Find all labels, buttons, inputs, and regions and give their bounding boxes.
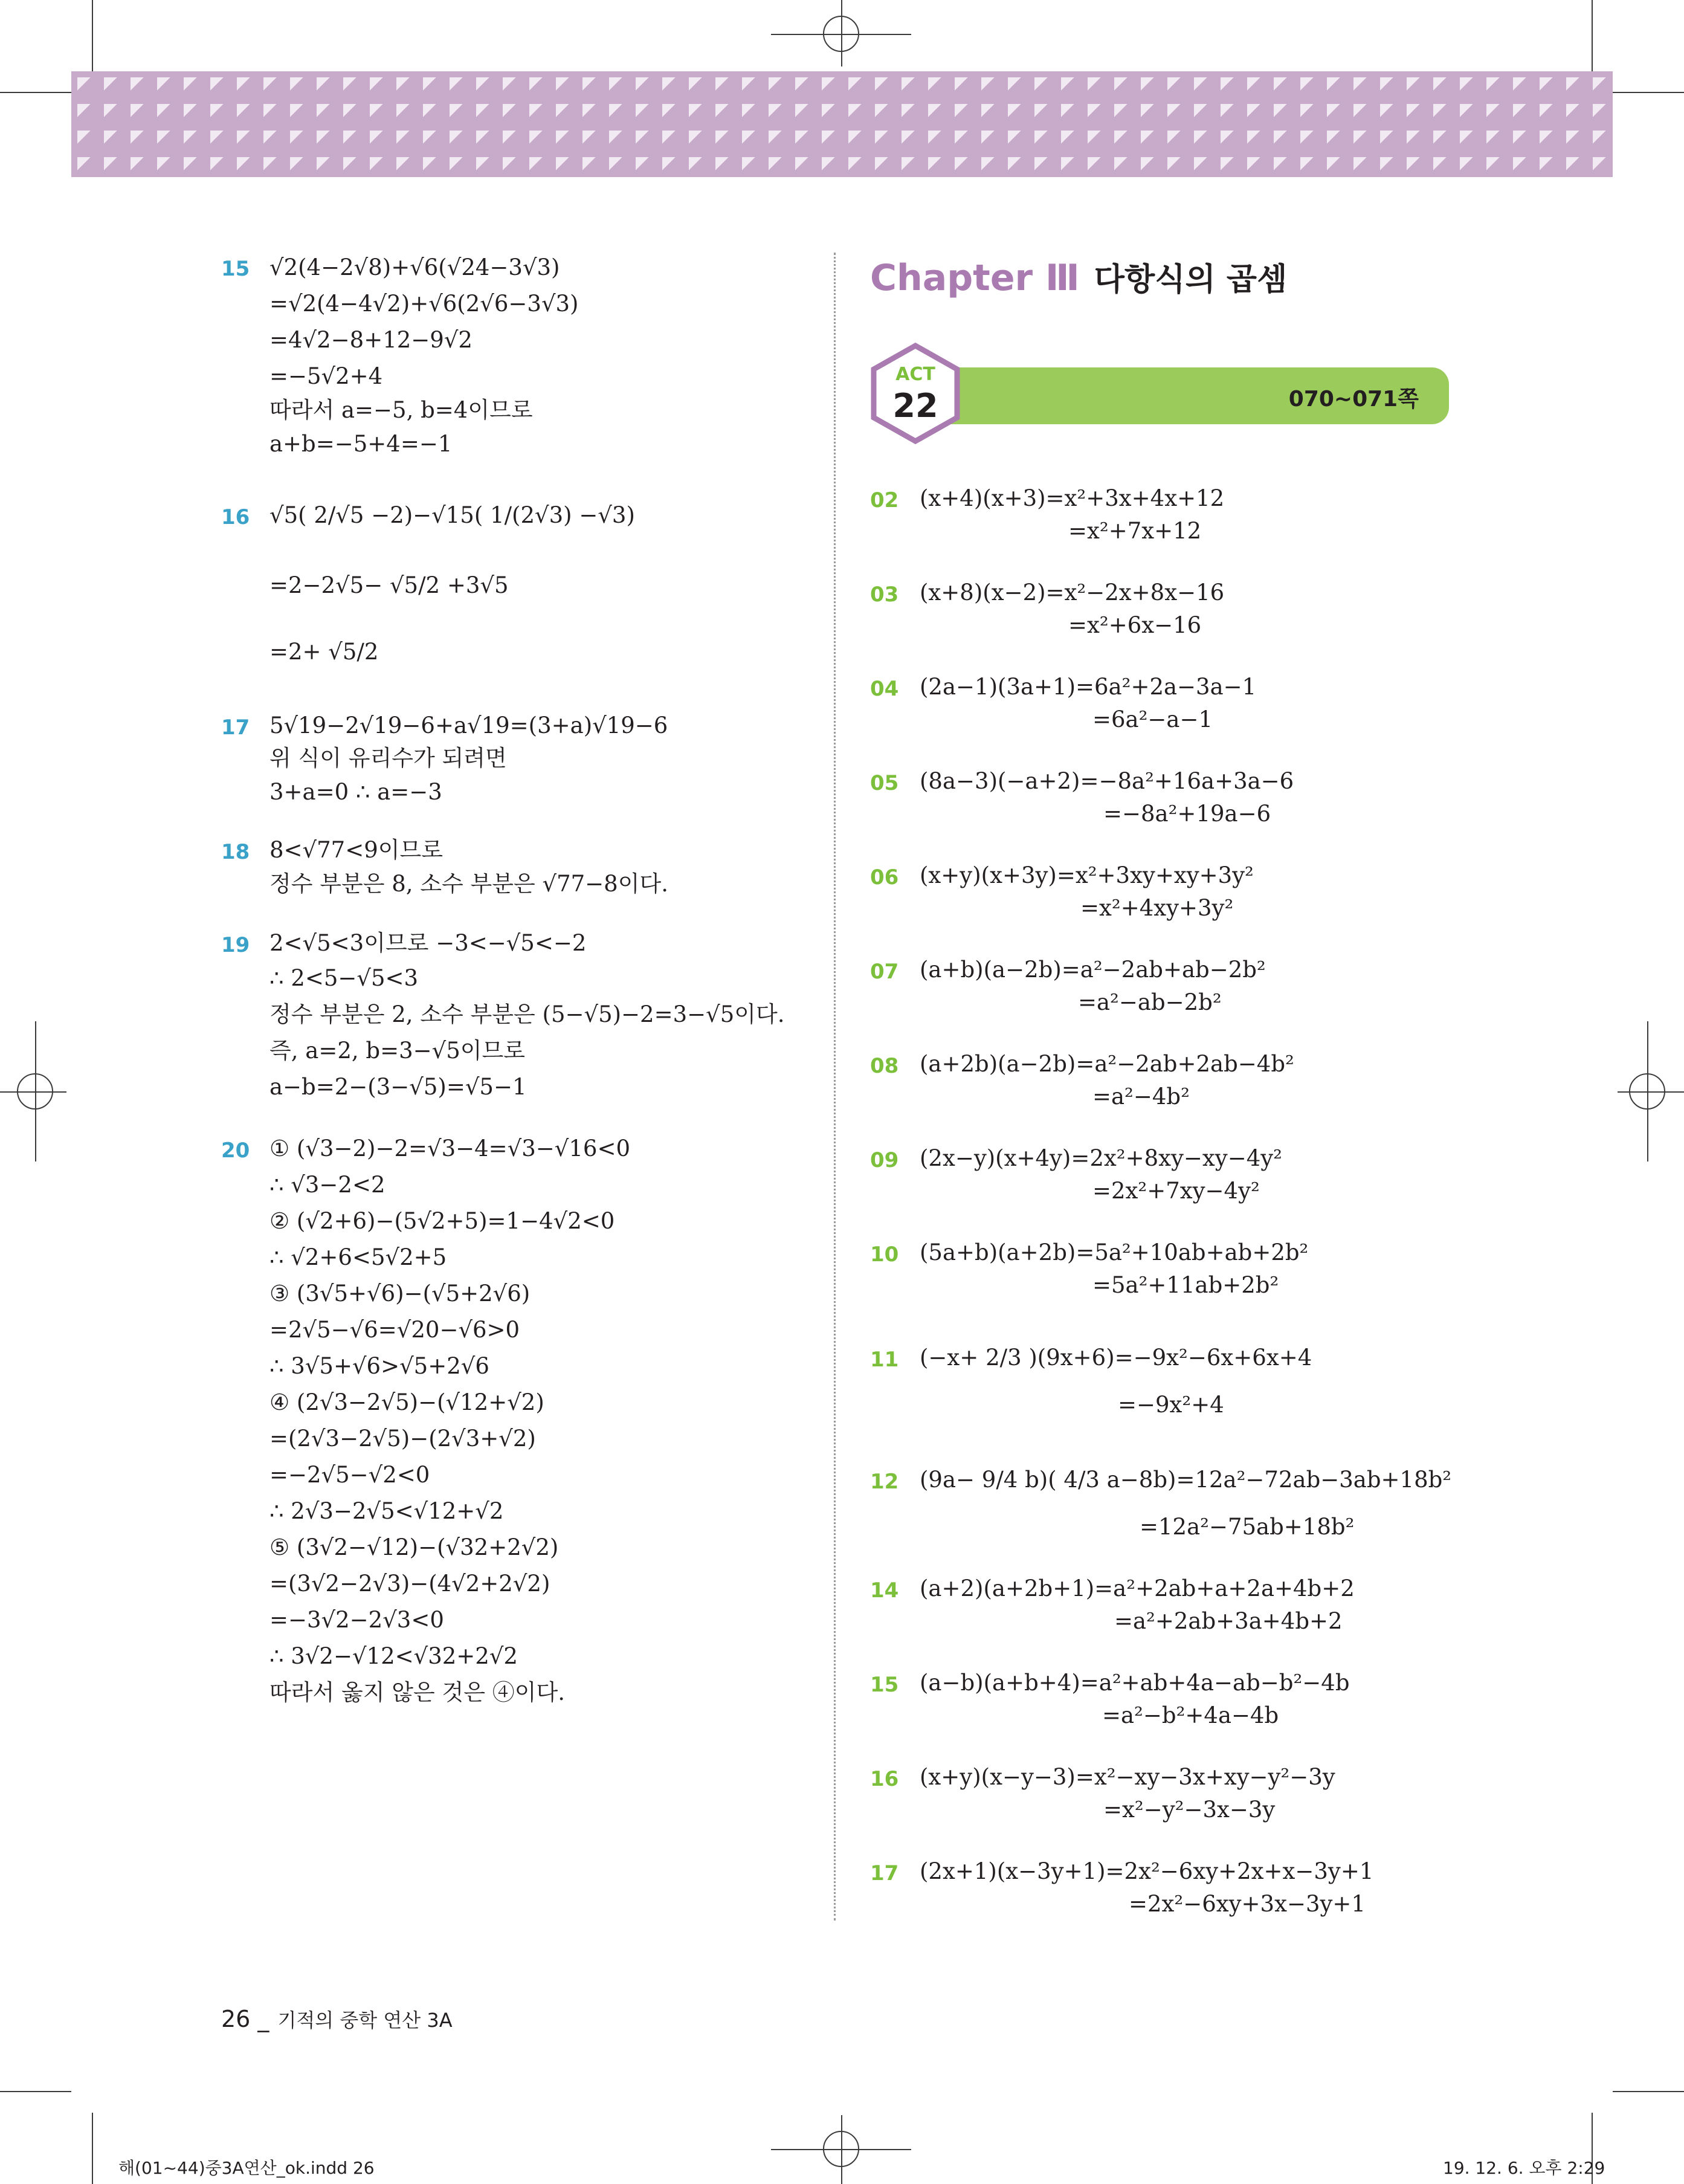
act-number: 22 bbox=[892, 387, 938, 425]
solution-line: =(2√3−2√5)−(2√3+√2) bbox=[269, 1426, 536, 1452]
problem-number: 02 bbox=[870, 488, 899, 512]
solution-line: (x+y)(x+3y)=x²+3xy+xy+3y² bbox=[920, 862, 1254, 888]
solution-line: (2x−y)(x+4y)=2x²+8xy−xy−4y² bbox=[920, 1145, 1282, 1171]
solution-line: ② (√2+6)−(5√2+5)=1−4√2<0 bbox=[269, 1208, 615, 1234]
solution-line: a+b=−5+4=−1 bbox=[269, 431, 453, 457]
problem-number: 10 bbox=[870, 1242, 899, 1267]
solution-line: ④ (2√3−2√5)−(√12+√2) bbox=[269, 1389, 544, 1415]
solution-line: =−9x²+4 bbox=[1118, 1392, 1224, 1418]
solution-line: ∴ 3√5+√6>√5+2√6 bbox=[269, 1353, 489, 1379]
solution-line: ∴ √3−2<2 bbox=[269, 1172, 386, 1198]
solution-line: (5a+b)(a+2b)=5a²+10ab+ab+2b² bbox=[920, 1239, 1309, 1265]
solution-line: 위 식이 유리수가 되려면 bbox=[269, 745, 507, 771]
solution-line: =x²+4xy+3y² bbox=[1080, 895, 1234, 921]
problem-number: 08 bbox=[870, 1054, 899, 1078]
solution-line: 8<√77<9이므로 bbox=[269, 837, 443, 863]
solution-line: =12a²−75ab+18b² bbox=[1140, 1514, 1355, 1540]
solution-line: ∴ √2+6<5√2+5 bbox=[269, 1244, 447, 1270]
solution-line: =a²−ab−2b² bbox=[1078, 989, 1222, 1015]
chapter-name: 다항식의 곱셈 bbox=[1094, 262, 1288, 298]
chapter-label: Chapter Ⅲ bbox=[870, 257, 1080, 299]
slug-filename: 해(01~44)중3A연산_ok.indd 26 bbox=[118, 2158, 375, 2178]
solution-line: √5( 2/√5 −2)−√15( 1/(2√3) −√3) bbox=[269, 502, 635, 528]
problem-number: 17 bbox=[221, 716, 250, 740]
problem-number: 15 bbox=[221, 257, 250, 281]
problem-number: 05 bbox=[870, 771, 899, 795]
solution-line: =−2√5−√2<0 bbox=[269, 1462, 430, 1488]
solution-line: =2x²−6xy+3x−3y+1 bbox=[1129, 1891, 1366, 1917]
solution-line: ⑤ (3√2−√12)−(√32+2√2) bbox=[269, 1534, 559, 1560]
solution-line: (−x+ 2/3 )(9x+6)=−9x²−6x+6x+4 bbox=[920, 1345, 1312, 1371]
solution-line: =4√2−8+12−9√2 bbox=[269, 327, 473, 353]
problem-number: 20 bbox=[221, 1139, 250, 1163]
solution-line: =2−2√5− √5/2 +3√5 bbox=[269, 572, 509, 598]
solution-line: (a+2b)(a−2b)=a²−2ab+2ab−4b² bbox=[920, 1051, 1294, 1077]
solution-line: =(3√2−2√3)−(4√2+2√2) bbox=[269, 1571, 550, 1597]
solution-line: =a²+2ab+3a+4b+2 bbox=[1114, 1608, 1343, 1634]
solution-line: 2<√5<3이므로 −3<−√5<−2 bbox=[269, 930, 587, 956]
solution-line: (a+b)(a−2b)=a²−2ab+ab−2b² bbox=[920, 957, 1266, 983]
solution-line: =√2(4−4√2)+√6(2√6−3√3) bbox=[269, 291, 579, 317]
column-divider bbox=[834, 253, 836, 1921]
solution-line: =−3√2−2√3<0 bbox=[269, 1607, 444, 1633]
solution-line: =5a²+11ab+2b² bbox=[1092, 1272, 1279, 1298]
solution-line: (x+4)(x+3)=x²+3x+4x+12 bbox=[920, 485, 1225, 511]
solution-line: (8a−3)(−a+2)=−8a²+16a+3a−6 bbox=[920, 768, 1294, 794]
slug-date: 19. 12. 6. 오후 2:29 bbox=[1443, 2158, 1605, 2178]
solution-line: (2x+1)(x−3y+1)=2x²−6xy+2x+x−3y+1 bbox=[920, 1858, 1374, 1884]
solution-line: =−5√2+4 bbox=[269, 363, 383, 389]
problem-number: 19 bbox=[221, 933, 250, 957]
solution-line: 따라서 a=−5, b=4이므로 bbox=[269, 397, 533, 423]
solution-line: =x²−y²−3x−3y bbox=[1103, 1797, 1276, 1823]
page-number: 26 _ bbox=[221, 2006, 269, 2032]
solution-line: =a²−4b² bbox=[1092, 1084, 1190, 1110]
solution-line: =2√5−√6=√20−√6>0 bbox=[269, 1317, 520, 1343]
header-band bbox=[71, 71, 1613, 177]
solution-line: a−b=2−(3−√5)=√5−1 bbox=[269, 1074, 527, 1100]
solution-line: (a−b)(a+b+4)=a²+ab+4a−ab−b²−4b bbox=[920, 1670, 1350, 1696]
problem-number: 12 bbox=[870, 1470, 899, 1494]
solution-line: (x+8)(x−2)=x²−2x+8x−16 bbox=[920, 580, 1225, 606]
problem-number: 06 bbox=[870, 865, 899, 890]
problem-number: 17 bbox=[870, 1861, 899, 1885]
solution-line: =2x²+7xy−4y² bbox=[1092, 1178, 1260, 1204]
solution-line: 즉, a=2, b=3−√5이므로 bbox=[269, 1038, 525, 1064]
solution-line: =x²+6x−16 bbox=[1068, 612, 1202, 638]
problem-number: 14 bbox=[870, 1578, 899, 1603]
solution-line: 5√19−2√19−6+a√19=(3+a)√19−6 bbox=[269, 712, 668, 738]
solution-line: ∴ 2<5−√5<3 bbox=[269, 965, 419, 991]
solution-line: 따라서 옳지 않은 것은 ④이다. bbox=[269, 1679, 565, 1705]
problem-number: 03 bbox=[870, 583, 899, 607]
solution-line: 정수 부분은 8, 소수 부분은 √77−8이다. bbox=[269, 871, 668, 897]
book-title: 기적의 중학 연산 3A bbox=[277, 2009, 453, 2032]
solution-line: √2(4−2√8)+√6(√24−3√3) bbox=[269, 254, 560, 280]
solution-line: =a²−b²+4a−4b bbox=[1102, 1702, 1279, 1728]
page-footer bbox=[221, 2005, 453, 2033]
solution-line: ① (√3−2)−2=√3−4=√3−√16<0 bbox=[269, 1136, 630, 1161]
solution-line: ∴ 2√3−2√5<√12+√2 bbox=[269, 1498, 504, 1524]
solution-line: =2+ √5/2 bbox=[269, 639, 379, 665]
act-pages: 070~071쪽 bbox=[1288, 387, 1419, 412]
solution-line: (x+y)(x−y−3)=x²−xy−3x+xy−y²−3y bbox=[920, 1764, 1335, 1790]
problem-number: 09 bbox=[870, 1148, 899, 1172]
solution-line: ③ (3√5+√6)−(√5+2√6) bbox=[269, 1281, 531, 1307]
solution-line: (a+2)(a+2b+1)=a²+2ab+a+2a+4b+2 bbox=[920, 1575, 1355, 1601]
chapter-title bbox=[870, 254, 1287, 299]
solution-line: (2a−1)(3a+1)=6a²+2a−3a−1 bbox=[920, 674, 1257, 700]
problem-number: 15 bbox=[870, 1673, 899, 1697]
solution-line: 3+a=0 ∴ a=−3 bbox=[269, 779, 442, 805]
problem-number: 07 bbox=[870, 960, 899, 984]
solution-line: =x²+7x+12 bbox=[1068, 518, 1202, 544]
act-bar bbox=[943, 367, 1449, 424]
solution-line: =−8a²+19a−6 bbox=[1103, 801, 1271, 827]
problem-number: 16 bbox=[870, 1767, 899, 1791]
solution-line: 정수 부분은 2, 소수 부분은 (5−√5)−2=3−√5이다. bbox=[269, 1001, 785, 1027]
solution-line: ∴ 3√2−√12<√32+2√2 bbox=[269, 1643, 518, 1669]
problem-number: 04 bbox=[870, 677, 899, 701]
solution-line: =6a²−a−1 bbox=[1092, 706, 1213, 732]
problem-number: 18 bbox=[221, 840, 250, 864]
problem-number: 16 bbox=[221, 505, 250, 529]
problem-number: 11 bbox=[870, 1348, 899, 1372]
act-word: ACT bbox=[895, 364, 935, 385]
solution-line: (9a− 9/4 b)( 4/3 a−8b)=12a²−72ab−3ab+18b² bbox=[920, 1467, 1452, 1493]
